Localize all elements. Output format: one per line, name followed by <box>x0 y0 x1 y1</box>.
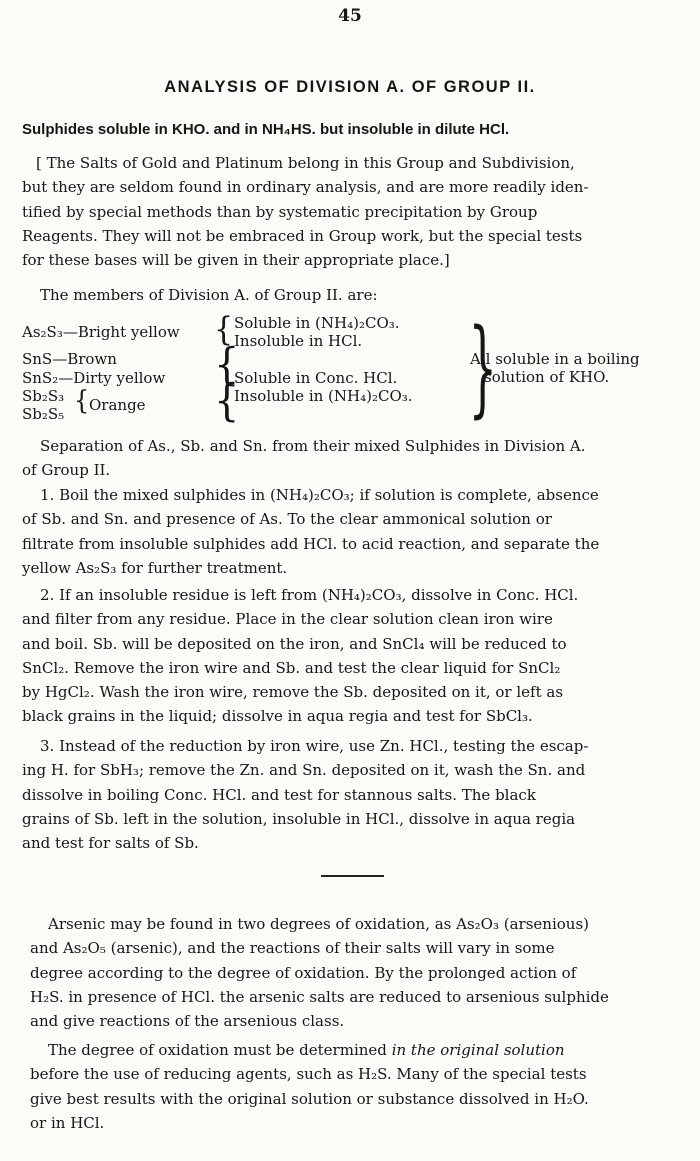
arsenic-line: and give reactions of the arsenious class. <box>30 1012 345 1031</box>
brace-all: } <box>468 306 498 429</box>
arsenic-line: H₂S. in presence of HCl. the arsenic salts are reduced to arsenious sulphide <box>30 987 609 1006</box>
degree-line: give best results with the original solution or substance dissolved in H₂O. <box>30 1089 589 1108</box>
step1-line: 1. Boil the mixed sulphides in (NH₄)₂CO₃; if solution is complete, absence <box>40 486 599 504</box>
orange-label: Orange <box>89 396 146 414</box>
brace-sn-sb-lower: { <box>214 375 240 427</box>
arsenic-paragraph <box>30 912 682 1033</box>
brace-orange: { <box>74 384 90 416</box>
degree-text: The degree of oxidation must be determined <box>48 1041 387 1059</box>
section-title: ANALYSIS OF DIVISION A. OF GROUP II. <box>164 78 536 96</box>
note-line: [ The Salts of Gold and Platinum belong in this Group and Subdivision, <box>36 154 575 172</box>
step1-line: filtrate from insoluble sulphides add HCl. to acid reaction, and separate the <box>22 534 600 553</box>
step3-line: 3. Instead of the reduction by iron wire, use Zn. HCl., testing the escap- <box>40 737 589 755</box>
arsenic-line: degree according to the degree of oxidation. By the prolonged action of <box>30 963 577 982</box>
member-sb2s3: Sb₂S₃ <box>22 387 65 405</box>
step1-line: yellow As₂S₃ for further treatment. <box>22 558 288 577</box>
step3-line: ing H. for SbH₃; remove the Zn. and Sn. deposited on it, wash the Sn. and <box>22 761 586 780</box>
arsenic-line: and As₂O₅ (arsenic), and the reactions of their salts will vary in some <box>30 939 555 958</box>
degree-paragraph <box>30 1038 682 1135</box>
subheading: Sulphides soluble in KHO. and in NH₄HS. but insoluble in dilute HCl. <box>22 121 510 138</box>
brace-sn-sb-upper: { <box>214 339 240 391</box>
degree-line: before the use of reducing agents, such as H₂S. Many of the special tests <box>30 1065 587 1084</box>
page-number: 45 <box>338 6 362 26</box>
step3-line: dissolve in boiling Conc. HCl. and test for stannous salts. The black <box>22 785 536 804</box>
degree-line <box>30 1038 682 1062</box>
step-3 <box>22 734 682 855</box>
separation-line: of Group II. <box>22 461 111 480</box>
note-line: tified by special methods than by systematic precipitation by Group <box>22 202 538 221</box>
section-divider <box>321 875 384 877</box>
step2-line: 2. If an insoluble residue is left from (NH₄)₂CO₃, dissolve in Conc. HCl. <box>40 586 579 604</box>
arsenic-line: Arsenic may be found in two degrees of oxidation, as As₂O₃ (arsenious) <box>48 915 590 933</box>
step-2 <box>22 583 682 729</box>
member-sns: SnS—Brown <box>22 350 117 368</box>
sn-prop-soluble: Soluble in Conc. HCl. <box>234 369 398 387</box>
note-line: for these bases will be given in their appropriate place.] <box>22 251 450 270</box>
member-sns2: SnS₂—Dirty yellow <box>22 369 166 387</box>
step2-line: SnCl₂. Remove the iron wire and Sb. and test the clear liquid for SnCl₂ <box>22 658 561 677</box>
step2-line: by HgCl₂. Wash the iron wire, remove the Sb. deposited on it, or left as <box>22 683 564 702</box>
separation-line: Separation of As., Sb. and Sn. from their mixed Sulphides in Division A. <box>40 437 586 455</box>
step2-line: and boil. Sb. will be deposited on the iron, and SnCl₄ will be reduced to <box>22 634 567 653</box>
members-intro: The members of Division A. of Group II. are: <box>40 286 378 304</box>
step3-line: and test for salts of Sb. <box>22 834 199 853</box>
step1-line: of Sb. and Sn. and presence of As. To the clear ammonical solution or <box>22 510 552 529</box>
sn-prop-insoluble: Insoluble in (NH₄)₂CO₃. <box>234 387 413 405</box>
as-prop-soluble: Soluble in (NH₄)₂CO₃. <box>234 314 400 332</box>
member-sb2s5: Sb₂S₅ <box>22 405 65 423</box>
as-prop-insoluble: Insoluble in HCl. <box>234 332 363 350</box>
step2-line: and filter from any residue. Place in the clear solution clean iron wire <box>22 610 553 629</box>
note-paragraph <box>22 151 680 272</box>
note-line: but they are seldom found in ordinary analysis, and are more readily iden- <box>22 178 589 197</box>
all-soluble-2: solution of KHO. <box>484 368 610 386</box>
step-1 <box>22 483 682 580</box>
step2-line: black grains in the liquid; dissolve in aqua regia and test for SbCl₃. <box>22 707 533 726</box>
member-as2s3: As₂S₃—Bright yellow <box>22 323 180 341</box>
note-line: Reagents. They will not be embraced in Group work, but the special tests <box>22 226 583 245</box>
degree-emphasis: in the original solution <box>391 1041 565 1059</box>
degree-line: or in HCl. <box>30 1113 105 1132</box>
separation-heading <box>22 434 682 483</box>
all-soluble-1: All soluble in a boiling <box>470 350 640 368</box>
brace-as: { <box>214 310 234 349</box>
step3-line: grains of Sb. left in the solution, insoluble in HCl., dissolve in aqua regia <box>22 809 576 828</box>
